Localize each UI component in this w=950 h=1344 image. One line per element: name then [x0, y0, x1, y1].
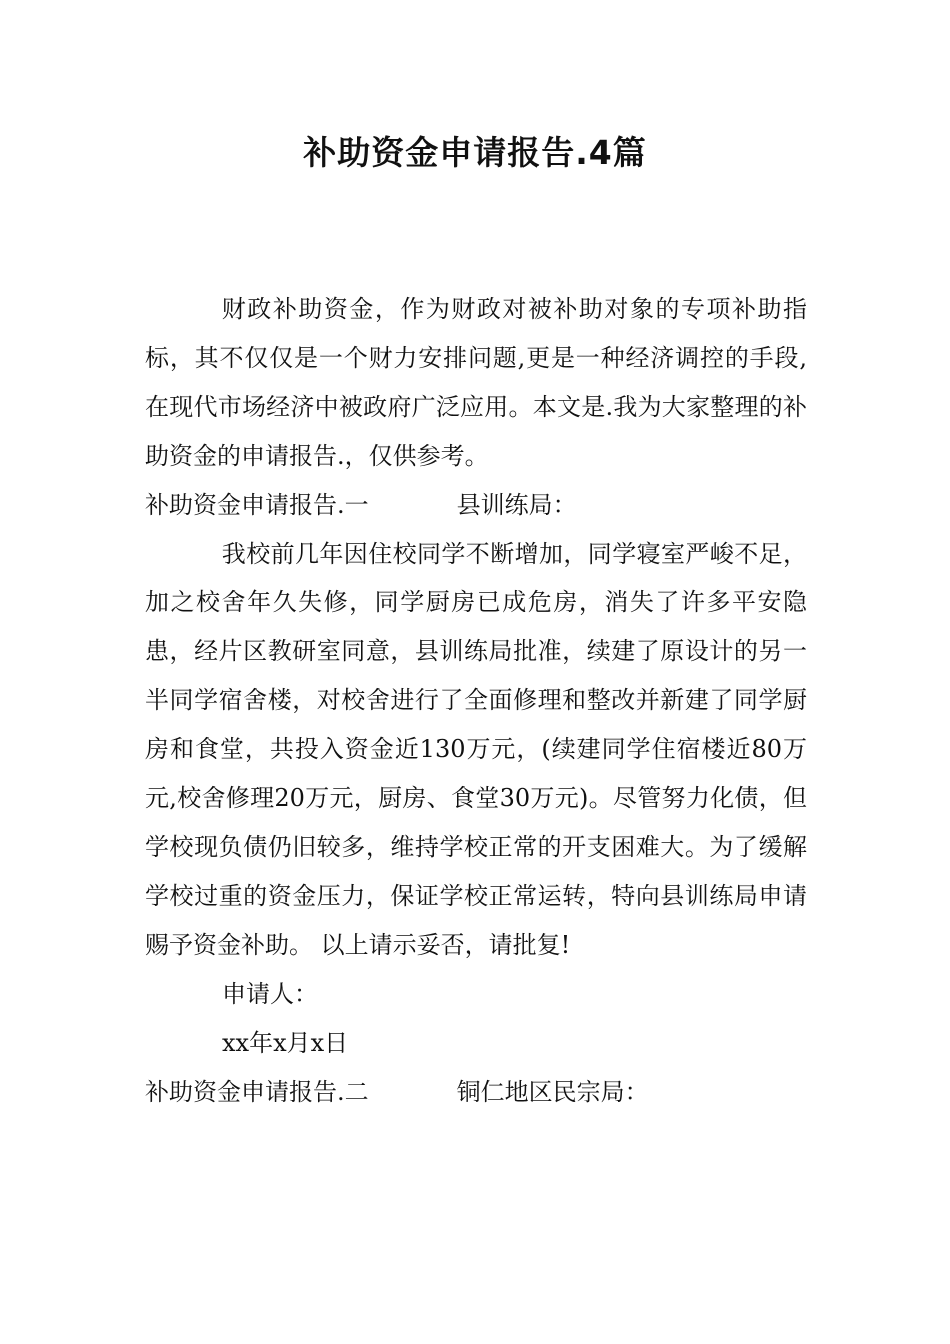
date-line: xx年x月x日	[222, 1028, 349, 1057]
section-2-heading: 补助资金申请报告.二	[145, 1077, 369, 1106]
section-2-heading-line	[145, 1068, 807, 1117]
applicant-line: 申请人：	[222, 979, 318, 1008]
intro-paragraph: 财政补助资金，作为财政对被补助对象的专项补助指标，其不仅仅是一个财力安排问题,更是一种经济调控的手段,在现代市场经济中被政府广泛应用。本文是.我为大家整理的补助资金的申请报告.，仅供参考。	[145, 295, 807, 470]
section-1-addressee: 县训练局：	[456, 490, 577, 519]
document-body	[145, 285, 807, 1116]
section-1-heading: 补助资金申请报告.一	[145, 490, 369, 519]
section-1-heading-line	[145, 481, 807, 530]
section-1-body: 我校前几年因住校同学不断增加，同学寝室严峻不足，加之校舍年久失修，同学厨房已成危房，消失了许多平安隐患，经片区教研室同意，县训练局批准，续建了原设计的另一半同学宿舍楼，对校舍进行了全面修理和整改并新建了同学厨房和食堂，共投入资金近130万元，(续建同学住宿楼近80万元,校舍修理20万元，厨房、食堂30万元)。尽管努力化债，但学校现负债仍旧较多，维持学校正常的开支困难大。为了缓解学校过重的资金压力，保证学校正常运转，特向县训练局申请赐予资金补助。 以上请示妥否，请批复!	[145, 539, 807, 959]
section-2-addressee: 铜仁地区民宗局：	[456, 1077, 649, 1106]
document-title: 补助资金申请报告.4篇	[303, 133, 647, 172]
